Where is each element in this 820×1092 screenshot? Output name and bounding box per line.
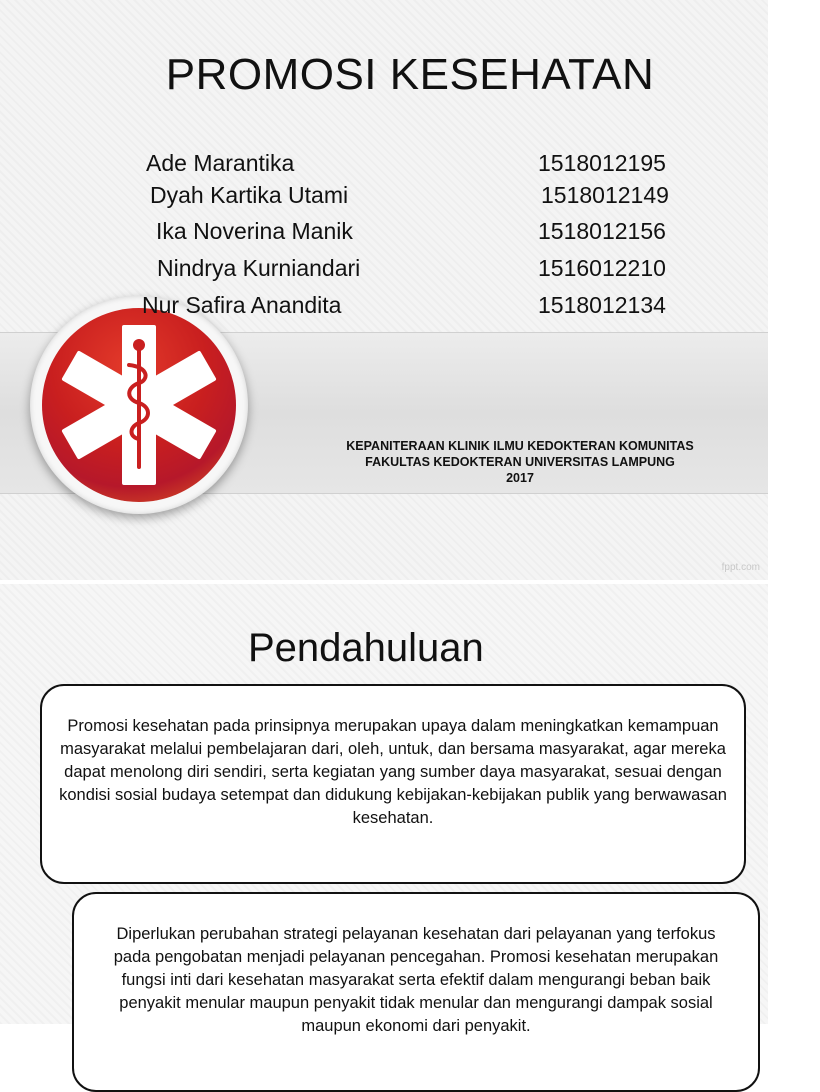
paragraph: Diperlukan perubahan strategi pelayanan kesehatan dari pelayanan yang terfokus pada pengobatan menjadi pelayanan pencegahan. Promosi kesehatan merupakan fungsi inti dari kesehatan masyarakat serta efektif dalam mengurangi beban baik penyakit menular maupun penyakit tidak menular dan mengurangi dampak sosial maupun ekonomi dari penyakit. (113, 925, 719, 1035)
member-id: 1518012156 (538, 218, 666, 244)
member-id: 1518012195 (538, 150, 666, 176)
title-slide (0, 0, 768, 580)
text-box (40, 684, 746, 884)
slide-title: Pendahuluan (248, 626, 484, 670)
institution-line-2: FAKULTAS KEDOKTERAN UNIVERSITAS LAMPUNG (365, 455, 675, 469)
institution-text (290, 438, 750, 486)
text-box (72, 892, 760, 1092)
institution-year: 2017 (506, 471, 534, 485)
star-of-life-icon (30, 296, 248, 514)
member-name: Nindrya Kurniandari (157, 255, 361, 281)
member-name: Nur Safira Anandita (142, 292, 342, 318)
institution-line-1: KEPANITERAAN KLINIK ILMU KEDOKTERAN KOMUNITAS (346, 439, 694, 453)
member-id: 1516012210 (538, 255, 666, 281)
member-name: Ika Noverina Manik (156, 218, 353, 244)
content-slide (0, 584, 768, 1035)
watermark: fppt.com (721, 562, 760, 573)
paragraph: Promosi kesehatan pada prinsipnya merupakan upaya dalam meningkatkan kemampuan masyarakat melalui pembelajaran dari, oleh, untuk, dan bersama masyarakat, agar mereka dapat menolong diri sendiri, serta kegiatan yang sumber daya masyarakat, sesuai dengan kondisi sosial budaya setempat dan didukung kebijakan-kebijakan publik yang berwawasan kesehatan. (59, 717, 727, 827)
member-id: 1518012134 (538, 292, 666, 318)
member-name: Dyah Kartika Utami (150, 182, 349, 208)
member-id: 1518012149 (541, 182, 669, 208)
member-name: Ade Marantika (146, 150, 295, 176)
slide-title: PROMOSI KESEHATAN (165, 50, 655, 99)
